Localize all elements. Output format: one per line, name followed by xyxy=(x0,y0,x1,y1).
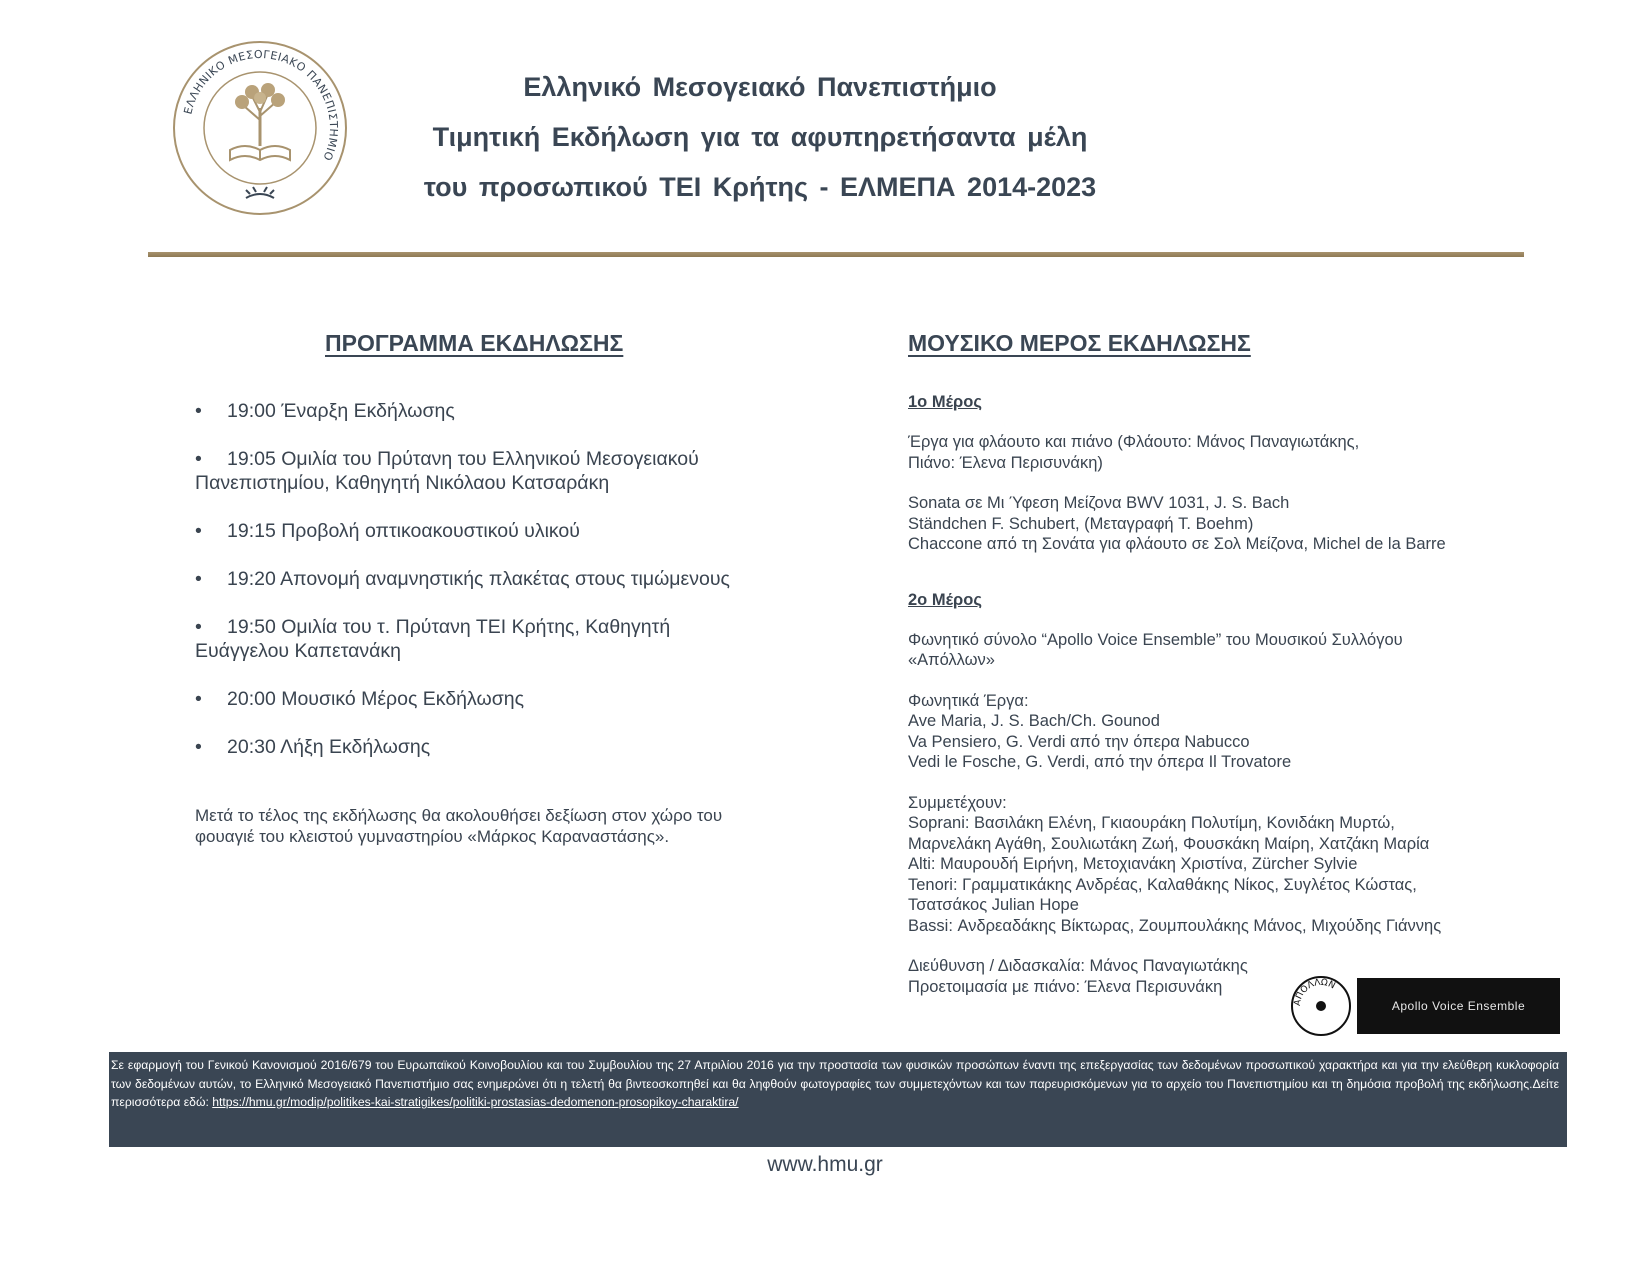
part2-intro: Φωνητικό σύνολο “Apollo Voice Ensemble” του Μουσικού Συλλόγου «Απόλλων» xyxy=(908,630,1403,669)
apollon-emblem-icon xyxy=(1290,975,1352,1037)
participants: Συμμετέχουν: Soprani: Βασιλάκη Ελένη, Γκιαουράκη Πολυτίμη, Κονιδάκη Μυρτώ, Μαρνελάκη Αγάθη, Σουλιωτάκη Ζωή, Φουσκάκη Μαίρη, Χατζάκη Μαρία Alti: Μαυρουδή Ειρήνη, Μετοχιανάκη Χριστίνα, Zürcher Sylvie Tenori: Γραμματικάκης Ανδρέας, Καλαθάκης Νίκος, Συγλέτος Κώστας, Τσατσάκος Julian Hope Bassi: Ανδρεαδάκης Βίκτωρας, Ζουμπουλάκης Μάνος, Μιχούδης Γιάννης xyxy=(908,793,1442,935)
part2-title: 2ο Μέρος xyxy=(908,590,982,609)
credits: Διεύθυνση / Διδασκαλία: Μάνος Παναγιωτάκης Προετοιμασία με πιάνο: Έλενα Περισυνάκη xyxy=(908,957,1248,996)
event-subtitle: του προσωπικού ΤΕΙ Κρήτης - ΕΛΜΕΠΑ 2014-2023 xyxy=(423,172,1097,202)
music-title: ΜΟΥΣΙΚΟ ΜΕΡΟΣ ΕΚΔΗΛΩΣΗΣ xyxy=(908,330,1251,356)
list-item: • 20:30 Λήξη Εκδήλωσης xyxy=(195,736,431,758)
program-title: ΠΡΟΓΡΑΜΜΑ ΕΚΔΗΛΩΣΗΣ xyxy=(325,330,624,356)
program-section xyxy=(195,330,805,847)
university-seal-icon xyxy=(170,38,350,218)
ensemble-logo: Apollo Voice Ensemble xyxy=(1357,978,1560,1034)
music-section xyxy=(908,330,1548,997)
header-titles xyxy=(360,62,1160,212)
vocal-works: Φωνητικά Έργα: Ave Maria, J. S. Bach/Ch. Gounod Va Pensiero, G. Verdi από την όπερα Nabucco Vedi le Fosche, G. Verdi, από την όπερα Il Trovatore xyxy=(908,691,1292,771)
part1-works: Sonata σε Μι Ύφεση Μείζονα BWV 1031, J. S. Bach Ständchen F. Schubert, (Μεταγραφή T. Boehm) Chaccone από τη Σονάτα για φλάουτο σε Σολ Μείζονα, Michel de la Barre xyxy=(908,494,1446,553)
reception-note: Μετά το τέλος της εκδήλωσης θα ακολουθήσει δεξίωση στον χώρο του φουαγιέ του κλειστού γυμναστηρίου «Μάρκος Καραναστάσης». xyxy=(195,806,723,846)
list-item: • 19:20 Απονομή αναμνηστικής πλακέτας στους τιμώμενους xyxy=(195,568,730,590)
header-divider xyxy=(148,252,1524,257)
svg-text:ΕΛΛΗΝΙΚΟ ΜΕΣΟΓΕΙΑΚΟ ΠΑΝΕΠΙΣΤΗΜ: ΕΛΛΗΝΙΚΟ ΜΕΣΟΓΕΙΑΚΟ ΠΑΝΕΠΙΣΤΗΜΙΟ xyxy=(181,47,341,163)
event-title: Τιμητική Εκδήλωση για τα αφυπηρετήσαντα μέλη xyxy=(432,122,1088,152)
privacy-link[interactable]: https://hmu.gr/modip/politikes-kai-stratigikes/politiki-prostasias-dedomenon-prosopikoy-charaktira/ xyxy=(212,1095,739,1109)
website-url: www.hmu.gr xyxy=(767,1153,883,1176)
list-item: • 19:15 Προβολή οπτικοακουστικού υλικού xyxy=(195,520,580,542)
svg-text:ΑΠΟΛΛΩΝ: ΑΠΟΛΛΩΝ xyxy=(1292,977,1337,1007)
university-name: Ελληνικό Μεσογειακό Πανεπιστήμιο xyxy=(523,72,997,102)
list-item: • 19:00 Έναρξη Εκδήλωσης xyxy=(195,400,455,422)
privacy-notice: Σε εφαρμογή του Γενικού Κανονισμού 2016/679 του Ευρωπαϊκού Κοινοβουλίου και του Συμβουλίου της 27 Απριλίου 2016 για την προστασία των φυσικών προσώπων έναντι της επεξεργασίας των δεδομένων προσωπικού χαρακτήρα και για την ελεύθερη κυκλοφορία των δεδομένων αυτών, το Ελληνικό Μεσογειακό Πανεπιστήμιο σας ενημερώνει ότι η τελετή θα βιντεοσκοπηθεί και θα ληφθούν φωτογραφίες των συμμετεχόντων και των παρευρισκόμενων για το αρχείο του Πανεπιστημίου και τη δημόσια προβολή της εκδήλωσης.Δείτε περισσότερα εδώ: https://hmu.gr/modip/politikes-kai-stratigikes/politiki-prostasias-dedomenon-prosopikoy-charaktira/ xyxy=(109,1052,1567,1147)
list-item: • 20:00 Μουσικό Μέρος Εκδήλωσης xyxy=(195,688,524,710)
list-item: • 19:50 Ομιλία του τ. Πρύτανη ΤΕΙ Κρήτης, Καθηγητή Ευάγγελου Καπετανάκη xyxy=(195,616,671,662)
program-list xyxy=(195,399,805,759)
part1-title: 1ο Μέρος xyxy=(908,393,982,411)
list-item: • 19:05 Ομιλία του Πρύτανη του Ελληνικού Μεσογειακού Πανεπιστημίου, Καθηγητή Νικόλαου Κατσαράκη xyxy=(195,448,699,494)
part1-intro: Έργα για φλάουτο και πιάνο (Φλάουτο: Μάνος Παναγιωτάκης, Πιάνο: Έλενα Περισυνάκη) xyxy=(908,433,1360,472)
